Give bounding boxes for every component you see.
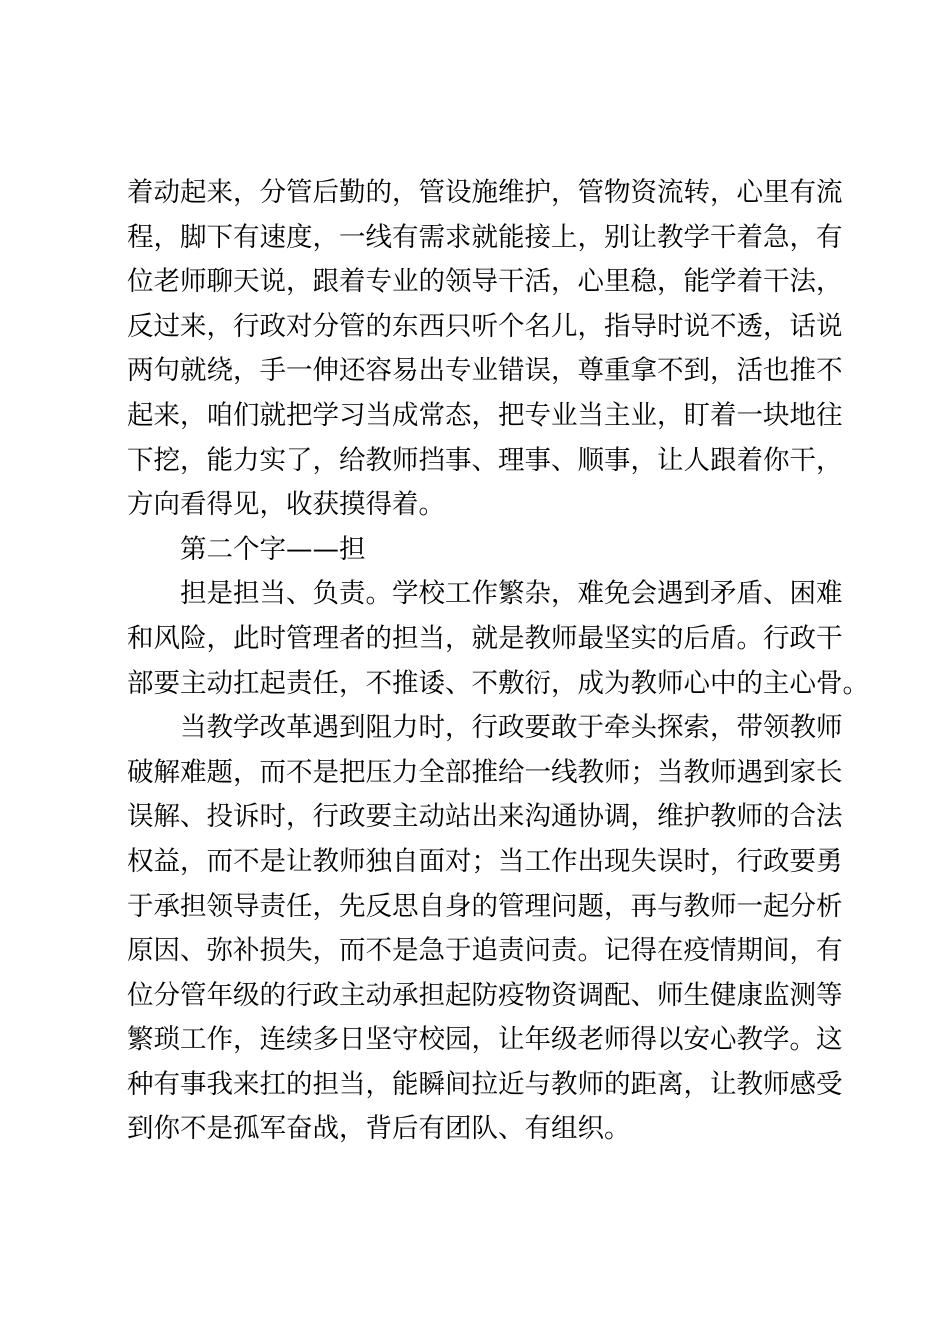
text-line: 着动起来，分管后勤的，管设施维护，管物资流转，心里有流 bbox=[127, 177, 843, 208]
text-line: 位老师聊天说，跟着专业的领导干活，心里稳，能学着干法， bbox=[127, 266, 843, 298]
paragraph-definition bbox=[127, 572, 869, 706]
text-line: 到你不是孤军奋战，背后有团队、有组织。 bbox=[127, 1113, 631, 1145]
text-line: 程，脚下有速度，一线有需求就能接上，别让教学干着急，有 bbox=[127, 221, 843, 253]
text-line: 误解、投诉时，行政要主动站出来沟通协调，维护教师的合法 bbox=[127, 801, 843, 833]
text-line: 于承担领导责任，先反思自身的管理问题，再与教师一起分析 bbox=[127, 890, 843, 922]
text-line: 和风险，此时管理者的担当，就是教师最坚实的后盾。行政干 bbox=[127, 622, 843, 654]
text-line: 下挖，能力实了，给教师挡事、理事、顺事，让人跟着你干， bbox=[127, 444, 843, 476]
text-line: 方向看得见，收获摸得着。 bbox=[127, 489, 445, 521]
text-line: 起来，咱们就把学习当成常态，把专业当主业，盯着一块地往 bbox=[127, 399, 843, 431]
text-line: 担是担当、负责。学校工作繁杂，难免会遇到矛盾、困难 bbox=[180, 578, 843, 610]
section-heading-text: 第二个字——担 bbox=[180, 533, 366, 565]
paragraph-examples bbox=[127, 706, 843, 1152]
text-line: 繁琐工作，连续多日坚守校园，让年级老师得以安心教学。这 bbox=[127, 1024, 843, 1056]
text-line: 反过来，行政对分管的东西只听个名儿，指导时说不透，话说 bbox=[127, 310, 843, 342]
text-line: 权益，而不是让教师独自面对；当工作出现失误时，行政要勇 bbox=[127, 845, 843, 877]
text-line: 种有事我来扛的担当，能瞬间拉近与教师的距离，让教师感受 bbox=[127, 1068, 843, 1100]
text-line: 当教学改革遇到阻力时，行政要敢于牵头探索，带领教师 bbox=[180, 712, 843, 744]
text-line: 两句就绕，手一伸还容易出专业错误，尊重拿不到，活也推不 bbox=[127, 355, 843, 387]
text-line: 位分管年级的行政主动承担起防疫物资调配、师生健康监测等 bbox=[127, 979, 843, 1011]
text-line: 破解难题，而不是把压力全部推给一线教师；当教师遇到家长 bbox=[127, 756, 843, 788]
text-line: 原因、弥补损失，而不是急于追责问责。记得在疫情期间，有 bbox=[127, 935, 843, 967]
text-line: 部要主动扛起责任，不推诿、不敷衍，成为教师心中的主心骨。 bbox=[127, 667, 869, 699]
paragraph-continued bbox=[127, 171, 843, 528]
section-heading bbox=[127, 528, 832, 573]
document-body bbox=[127, 171, 869, 1152]
